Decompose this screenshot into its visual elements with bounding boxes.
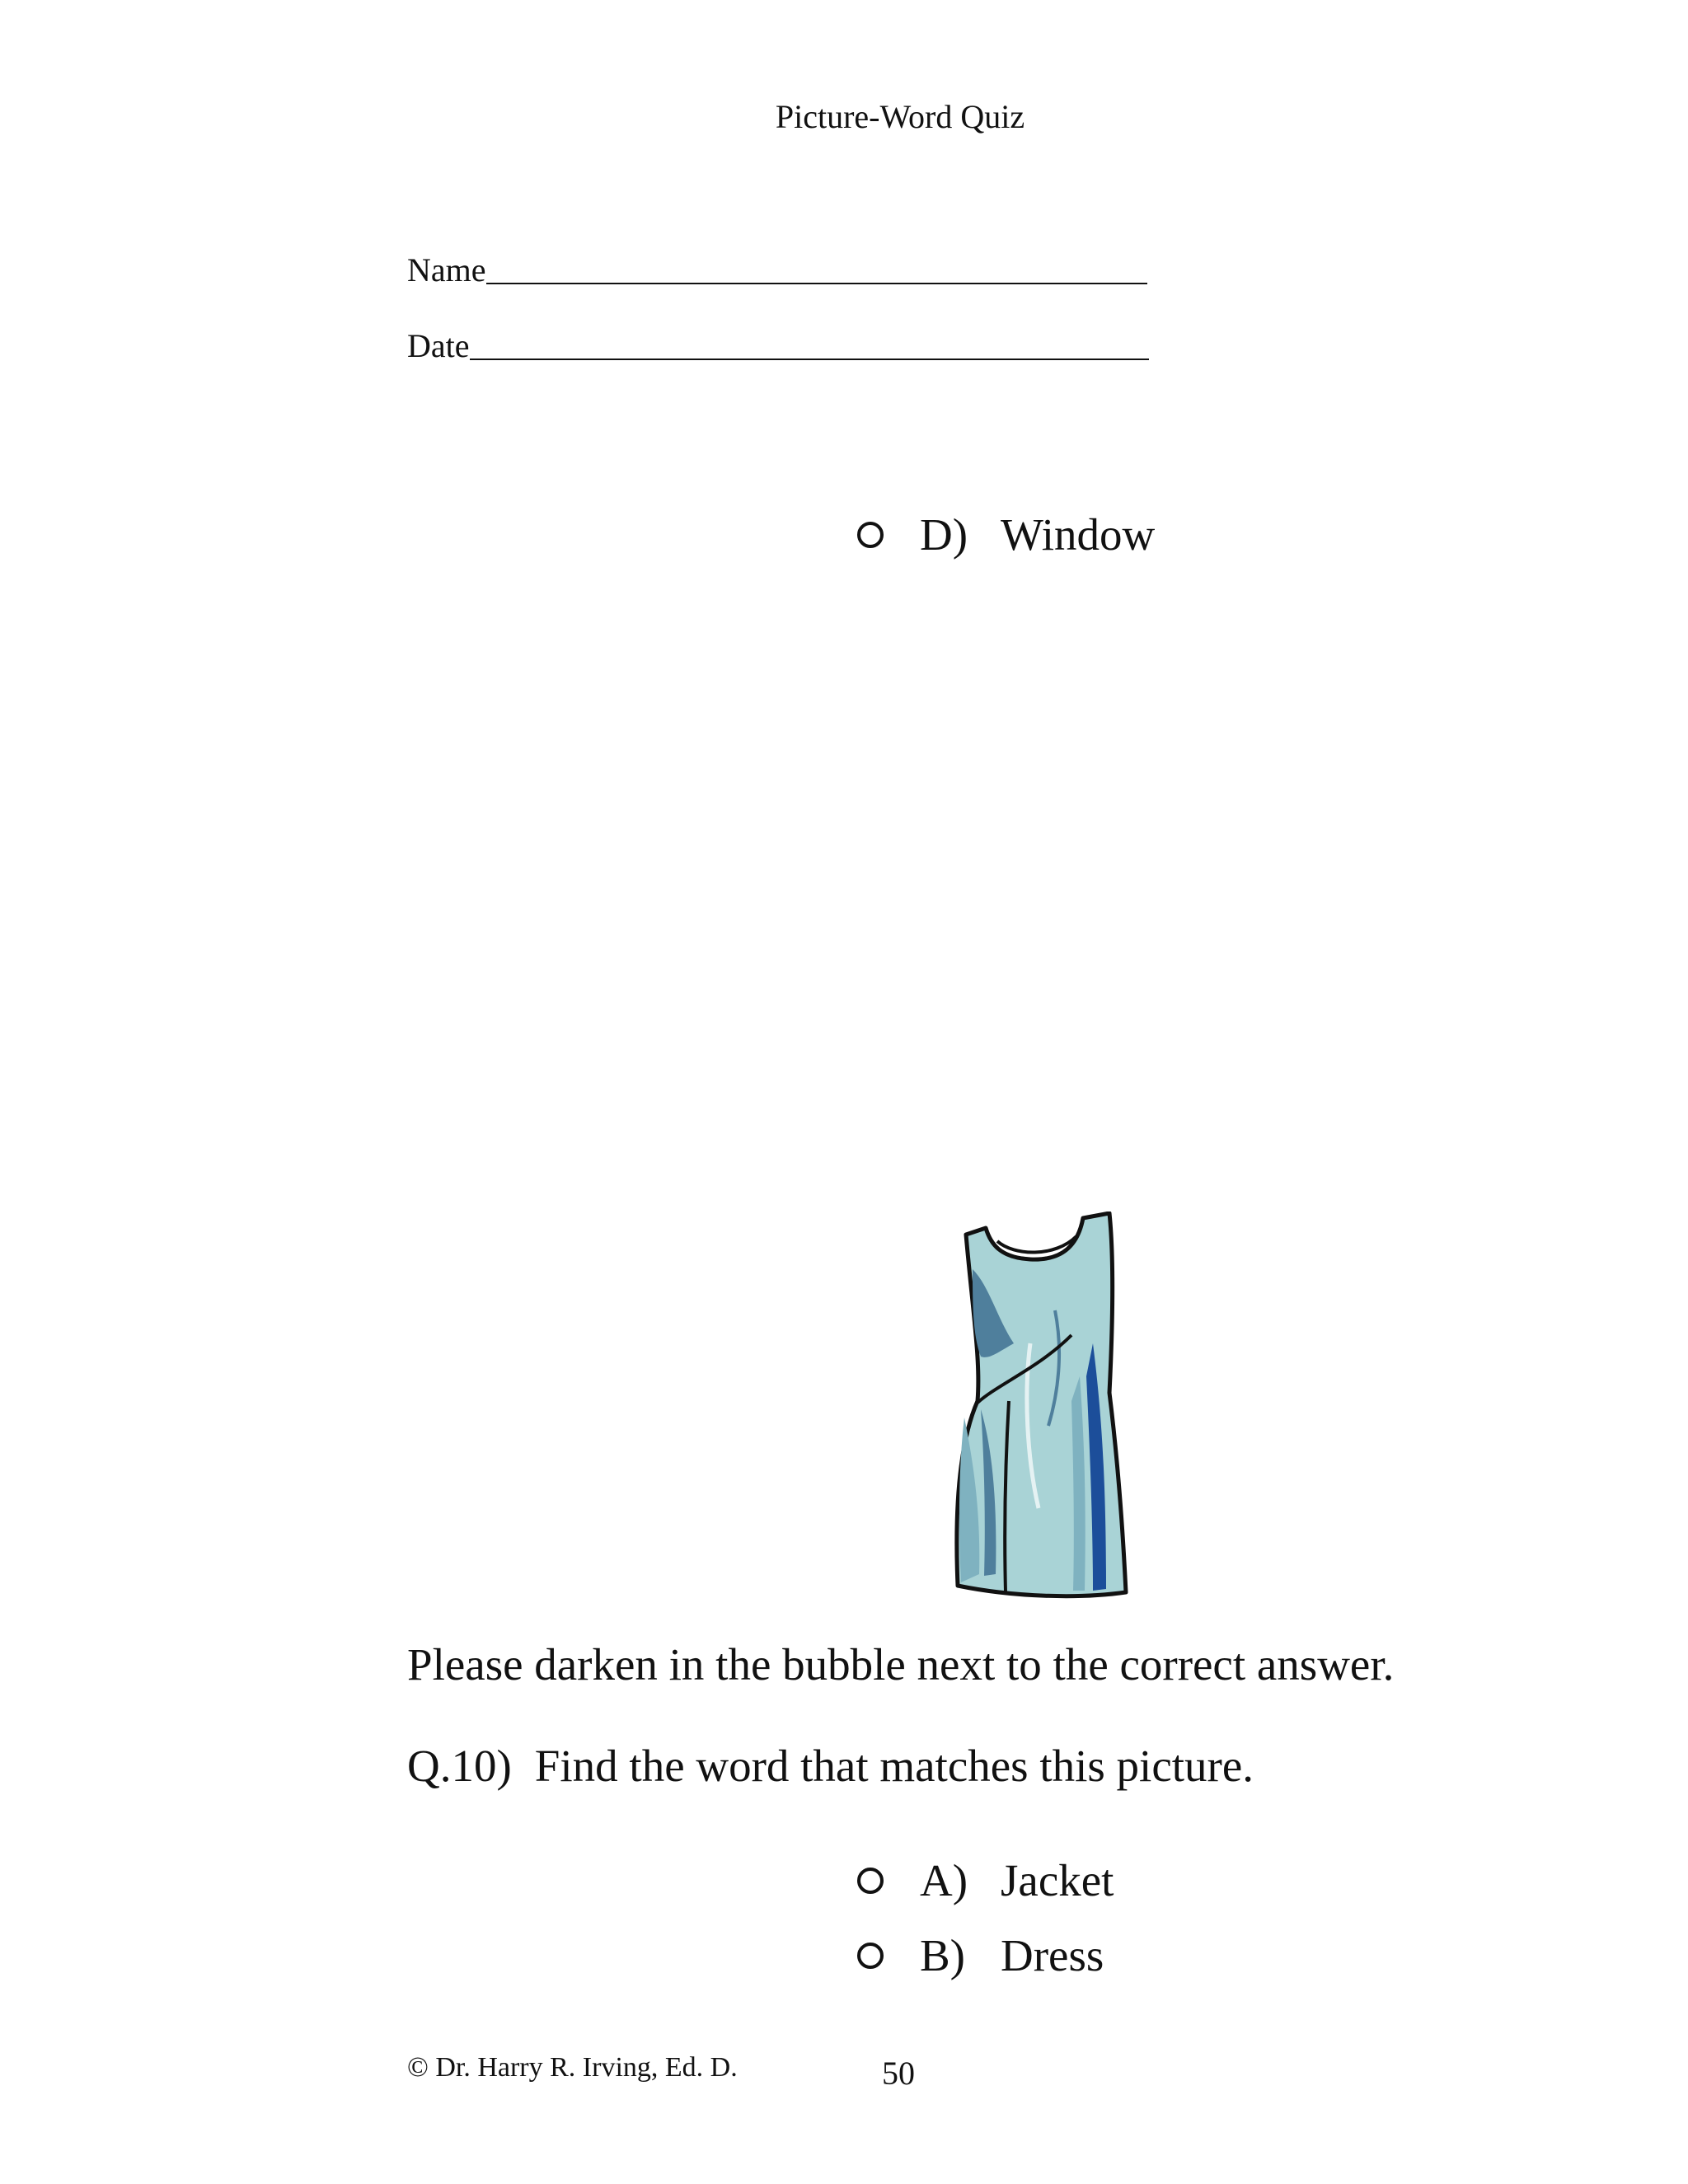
page-number: 50 (882, 2055, 915, 2092)
question-number: Q.10) (407, 1741, 512, 1791)
option-letter: B) (920, 1930, 965, 1980)
answer-bubble[interactable] (857, 1943, 884, 1969)
option-b[interactable] (857, 1929, 1104, 1981)
question-prompt (407, 1740, 1254, 1792)
option-letter: A) (920, 1855, 968, 1905)
date-blank-line (470, 359, 1149, 360)
option-a[interactable] (857, 1854, 1114, 1906)
option-word: Window (1001, 509, 1156, 560)
dress-illustration-icon (948, 1212, 1146, 1599)
option-word: Jacket (1001, 1855, 1114, 1905)
answer-bubble[interactable] (857, 522, 884, 548)
name-label: Name (407, 251, 486, 288)
name-blank-line (486, 283, 1147, 284)
instruction-text: Please darken in the bubble next to the correct answer. (407, 1639, 1395, 1690)
option-d[interactable] (857, 509, 1155, 560)
name-field[interactable] (407, 251, 1147, 289)
date-label: Date (407, 327, 470, 364)
answer-bubble[interactable] (857, 1868, 884, 1894)
page-title: Picture-Word Quiz (775, 98, 1025, 135)
date-field[interactable] (407, 326, 1149, 365)
option-letter: D) (920, 509, 968, 560)
option-word: Dress (1001, 1930, 1104, 1980)
copyright-notice: © Dr. Harry R. Irving, Ed. D. (407, 2052, 738, 2083)
question-text: Find the word that matches this picture. (534, 1741, 1254, 1791)
